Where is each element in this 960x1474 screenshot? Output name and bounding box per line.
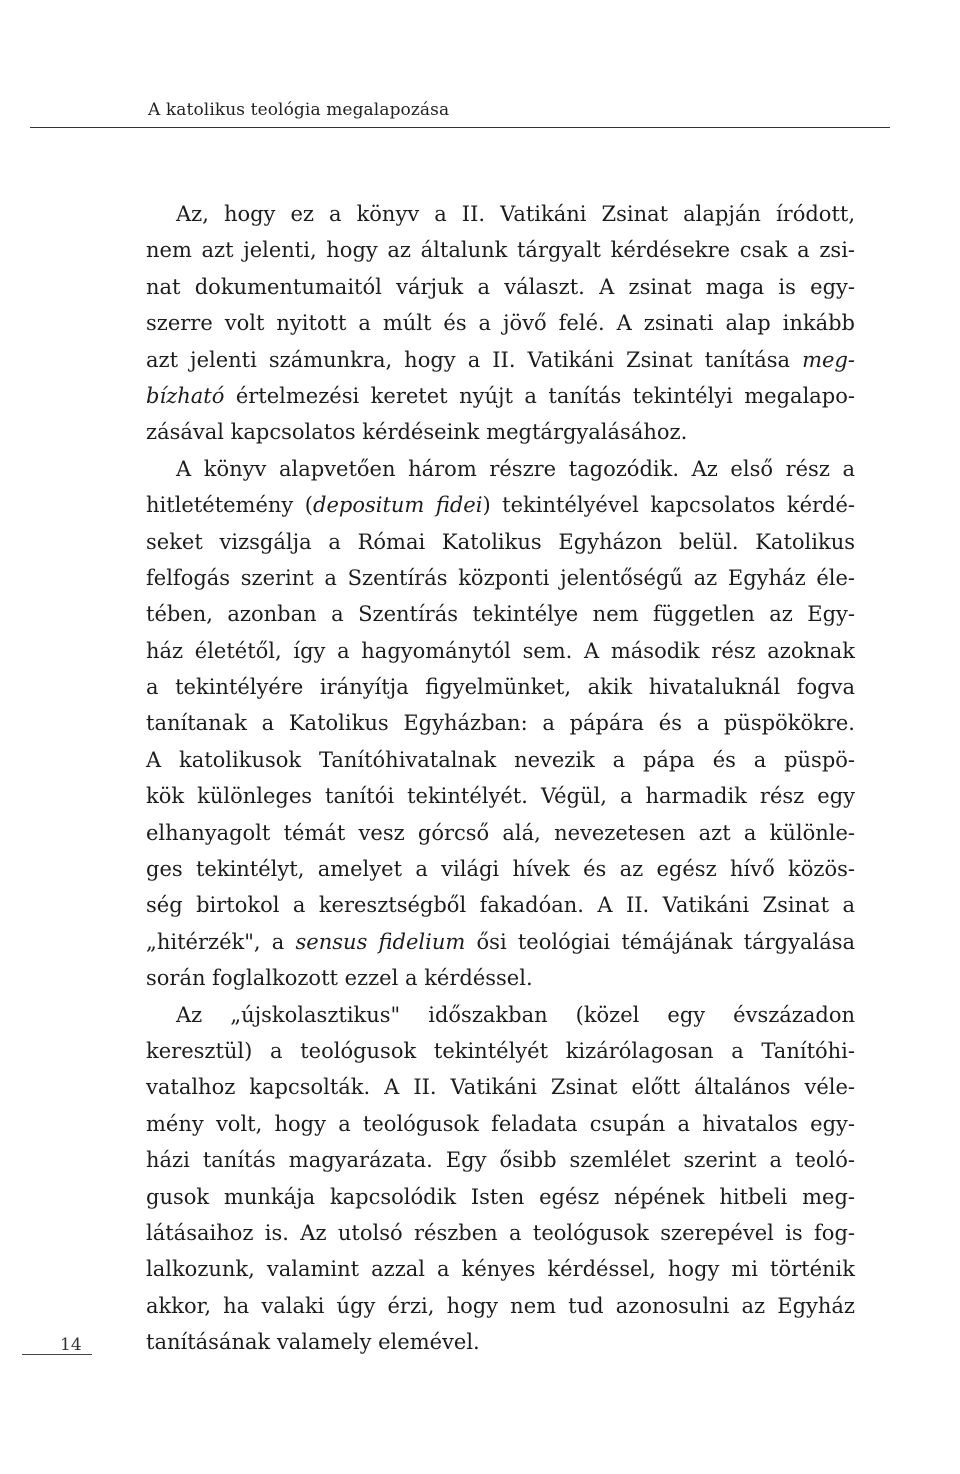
text-run: ősi teológiai témájának tárgyalása <box>465 929 856 954</box>
text-run: látásaihoz is. Az utolsó részben a teológusok szerepével is fog- <box>146 1220 855 1245</box>
text-run: során foglalkozott ezzel a kérdéssel. <box>146 966 533 991</box>
page-number-rule <box>22 1354 92 1355</box>
text-run: tében, azonban a Szentírás tekintélye nem független az Egy- <box>146 602 855 627</box>
body-line <box>146 451 855 487</box>
text-run: mény volt, hogy a teológusok feladata csupán a hivatalos egy- <box>146 1111 855 1136</box>
body-line <box>146 1069 855 1105</box>
text-run: azt jelenti számunkra, hogy a II. Vatikáni Zsinat tanítása <box>146 347 803 372</box>
text-run: elhanyagolt témát vesz górcső alá, nevezetesen azt a különle- <box>146 820 855 845</box>
body-line <box>146 815 855 851</box>
body-line <box>146 997 855 1033</box>
body-line <box>146 778 855 814</box>
page-number: 14 <box>60 1335 82 1355</box>
text-run: akkor, ha valaki úgy érzi, hogy nem tud azonosulni az Egyház <box>146 1293 855 1318</box>
body-line <box>146 887 855 923</box>
body-line <box>146 524 855 560</box>
text-run: A könyv alapvetően három részre tagozódik. Az első rész a <box>176 456 855 481</box>
body-line <box>146 924 855 960</box>
text-run: házi tanítás magyarázata. Egy ősibb szemlélet szerint a teoló- <box>146 1148 855 1173</box>
body-line <box>146 960 855 996</box>
body-line <box>146 1215 855 1251</box>
body-line <box>146 560 855 596</box>
text-run: tanításának valamely elemével. <box>146 1330 480 1355</box>
body-line <box>146 1324 855 1360</box>
text-run: értelmezési keretet nyújt a tanítás tekintélyi megalapo- <box>224 383 855 408</box>
text-run: szerre volt nyitott a múlt és a jövő felé. A zsinati alap inkább <box>146 311 855 336</box>
body-line <box>146 305 855 341</box>
body-line <box>146 742 855 778</box>
text-run: „hitérzék", a <box>146 929 296 954</box>
text-run: vatalhoz kapcsolták. A II. Vatikáni Zsinat előtt általános véle- <box>146 1075 855 1100</box>
text-run: tanítanak a Katolikus Egyházban: a pápára és a püspökökre. <box>146 711 855 736</box>
italic-term: bízható <box>146 383 225 408</box>
body-line <box>146 487 855 523</box>
italic-term: depositum fidei <box>313 493 483 518</box>
body-line <box>146 1288 855 1324</box>
body-line <box>146 414 855 450</box>
text-run: lalkozunk, valamint azzal a kényes kérdéssel, hogy mi történik <box>146 1257 855 1282</box>
body-text <box>146 196 855 1361</box>
text-run: kök különleges tanítói tekintélyét. Végül, a harmadik rész egy <box>146 784 855 809</box>
body-line <box>146 1142 855 1178</box>
body-line <box>146 851 855 887</box>
text-run: a tekintélyére irányítja figyelmünket, akik hivataluknál fogva <box>146 675 855 700</box>
body-line <box>146 269 855 305</box>
body-line <box>146 669 855 705</box>
text-run: ház életétől, így a hagyománytól sem. A második rész azoknak <box>146 638 855 663</box>
text-run: zásával kapcsolatos kérdéseink megtárgyalásához. <box>146 420 688 445</box>
body-line <box>146 1251 855 1287</box>
italic-term: meg- <box>802 347 855 372</box>
text-run: seket vizsgálja a Római Katolikus Egyházon belül. Katolikus <box>146 529 855 554</box>
body-line <box>146 232 855 268</box>
text-run: ) tekintélyével kapcsolatos kérdé- <box>482 493 855 518</box>
body-line <box>146 342 855 378</box>
body-line <box>146 196 855 232</box>
body-line <box>146 633 855 669</box>
body-line <box>146 705 855 741</box>
text-run: ség birtokol a keresztségből fakadóan. A II. Vatikáni Zsinat a <box>146 893 855 918</box>
text-run: Az „újskolasztikus" időszakban (közel egy évszázadon <box>176 1002 855 1027</box>
text-run: nem azt jelenti, hogy az általunk tárgyalt kérdésekre csak a zsi- <box>146 238 855 263</box>
body-line <box>146 1179 855 1215</box>
text-run: hitletétemény ( <box>146 493 313 518</box>
text-run: felfogás szerint a Szentírás központi jelentőségű az Egyház éle- <box>146 565 855 590</box>
header-rule <box>30 127 890 128</box>
text-run: ges tekintélyt, amelyet a világi hívek és az egész hívő közös- <box>146 857 855 882</box>
text-run: nat dokumentumaitól várjuk a választ. A zsinat maga is egy- <box>146 274 855 299</box>
body-line <box>146 378 855 414</box>
body-line <box>146 1106 855 1142</box>
text-run: gusok munkája kapcsolódik Isten egész népének hitbeli meg- <box>146 1184 855 1209</box>
body-line <box>146 1033 855 1069</box>
running-head: A katolikus teológia megalapozása <box>148 100 450 120</box>
text-run: keresztül) a teológusok tekintélyét kizárólagosan a Tanítóhi- <box>146 1038 855 1063</box>
body-line <box>146 596 855 632</box>
text-run: Az, hogy ez a könyv a II. Vatikáni Zsinat alapján íródott, <box>176 202 855 226</box>
text-run: A katolikusok Tanítóhivatalnak nevezik a pápa és a püspö- <box>146 747 855 772</box>
italic-term: sensus fidelium <box>295 929 466 954</box>
